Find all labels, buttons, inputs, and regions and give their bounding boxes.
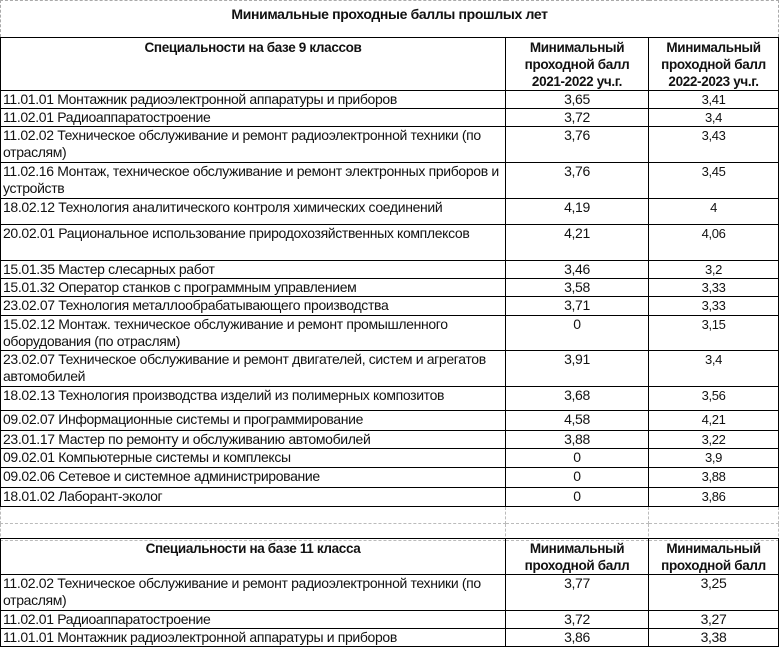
table-row <box>1 431 779 449</box>
score-cell-2: 4,21 <box>649 411 779 431</box>
table-row <box>1 611 779 629</box>
table-row <box>1 468 779 488</box>
score-cell-2: 3,27 <box>649 611 779 629</box>
score-cell-2: 3,33 <box>649 297 779 316</box>
empty-cell <box>649 507 779 524</box>
score-cell-1: 4,19 <box>506 199 649 225</box>
score-cell-1: 3,88 <box>506 431 649 449</box>
table-row <box>1 449 779 468</box>
specialty-cell: 11.02.02 Техническое обслуживание и ремонт радиоэлектронной техники (по отраслям) <box>1 127 506 163</box>
specialty-cell: 09.02.01 Компьютерные системы и комплексы <box>1 449 506 468</box>
specialty-cell: 15.02.12 Монтаж. техническое обслуживание и ремонт промышленного оборудования (по отраслям) <box>1 316 506 351</box>
score-cell-1: 0 <box>506 468 649 488</box>
specialty-cell: 11.02.01 Радиоаппаратостроение <box>1 611 506 629</box>
header-row <box>1 38 779 91</box>
score-cell-2: 3,45 <box>649 163 779 199</box>
score-cell-1: 0 <box>506 449 649 468</box>
table-row <box>1 109 779 127</box>
table-row <box>1 225 779 261</box>
specialty-cell: 20.02.01 Рациональное использование природохозяйственных комплексов <box>1 225 506 261</box>
score-cell-1: 3,68 <box>506 387 649 411</box>
table-row <box>1 316 779 351</box>
specialty-cell: 11.01.01 Монтажник радиоэлектронной аппаратуры и приборов <box>1 629 506 647</box>
specialty-cell: 11.02.16 Монтаж, техническое обслуживание и ремонт электронных приборов и устройств <box>1 163 506 199</box>
specialty-cell: 11.02.02 Техническое обслуживание и ремонт радиоэлектронной техники (по отраслям) <box>1 575 506 611</box>
table-row <box>1 575 779 611</box>
score-cell-1: 3,72 <box>506 109 649 127</box>
specialty-cell: 09.02.06 Сетевое и системное администрирование <box>1 468 506 488</box>
specialty-cell: 23.01.17 Мастер по ремонту и обслуживанию автомобилей <box>1 431 506 449</box>
score-cell-1: 4,58 <box>506 411 649 431</box>
table-row <box>1 91 779 109</box>
specialty-cell: 18.02.13 Технология производства изделий из полимерных композитов <box>1 387 506 411</box>
score-cell-1: 3,71 <box>506 297 649 316</box>
score-cell-2: 3,2 <box>649 261 779 279</box>
table-row <box>1 629 779 647</box>
title-row <box>1 1 779 38</box>
specialty-cell: 15.01.32 Оператор станков с программным управлением <box>1 279 506 297</box>
table-row <box>1 351 779 387</box>
score-cell-1: 3,76 <box>506 163 649 199</box>
header-score-2: Минимальный проходной балл <box>649 539 779 575</box>
specialty-cell: 15.01.35 Мастер слесарных работ <box>1 261 506 279</box>
page-title: Минимальные проходные баллы прошлых лет <box>1 1 779 38</box>
score-cell-1: 0 <box>506 488 649 507</box>
header-row <box>1 539 779 575</box>
specialty-cell: 11.01.01 Монтажник радиоэлектронной аппаратуры и приборов <box>1 91 506 109</box>
table-row <box>1 199 779 225</box>
score-cell-1: 3,58 <box>506 279 649 297</box>
table-row <box>1 488 779 507</box>
score-cell-2: 3,43 <box>649 127 779 163</box>
score-cell-2: 3,33 <box>649 279 779 297</box>
score-cell-2: 4 <box>649 199 779 225</box>
specialty-cell: 18.02.12 Технология аналитического контроля химических соединений <box>1 199 506 225</box>
score-cell-1: 3,76 <box>506 127 649 163</box>
header-score-1: Минимальный проходной балл <box>506 539 649 575</box>
specialty-cell: 23.02.07 Техническое обслуживание и ремонт двигателей, систем и агрегатов автомобилей <box>1 351 506 387</box>
score-cell-1: 3,86 <box>506 629 649 647</box>
table-row <box>1 127 779 163</box>
specialty-cell: 11.02.01 Радиоаппаратостроение <box>1 109 506 127</box>
empty-row <box>1 507 779 524</box>
score-cell-1: 3,91 <box>506 351 649 387</box>
header-specialty: Специальности на базе 11 класса <box>1 539 506 575</box>
score-cell-2: 3,41 <box>649 91 779 109</box>
table-row <box>1 411 779 431</box>
specialty-cell: 23.02.07 Технология металлообрабатывающего производства <box>1 297 506 316</box>
empty-cell <box>1 507 506 524</box>
header-score-2021: Минимальный проходной балл 2021-2022 уч.г. <box>506 38 649 91</box>
header-score-2022: Минимальный проходной балл 2022-2023 уч.г. <box>649 38 779 91</box>
table-row <box>1 279 779 297</box>
scores-table-11 <box>0 538 779 647</box>
score-cell-1: 3,46 <box>506 261 649 279</box>
score-cell-2: 3,9 <box>649 449 779 468</box>
score-cell-2: 3,38 <box>649 629 779 647</box>
table-row <box>1 163 779 199</box>
score-cell-2: 3,25 <box>649 575 779 611</box>
score-cell-1: 3,72 <box>506 611 649 629</box>
table-row <box>1 297 779 316</box>
table-row <box>1 387 779 411</box>
score-cell-2: 3,22 <box>649 431 779 449</box>
empty-cell <box>506 507 649 524</box>
score-cell-2: 3,88 <box>649 468 779 488</box>
specialty-cell: 09.02.07 Информационные системы и программирование <box>1 411 506 431</box>
score-cell-1: 3,77 <box>506 575 649 611</box>
score-cell-2: 3,15 <box>649 316 779 351</box>
score-cell-2: 3,56 <box>649 387 779 411</box>
score-cell-2: 3,4 <box>649 109 779 127</box>
score-cell-1: 3,65 <box>506 91 649 109</box>
specialty-cell: 18.01.02 Лаборант-эколог <box>1 488 506 507</box>
score-cell-2: 4,06 <box>649 225 779 261</box>
score-cell-1: 4,21 <box>506 225 649 261</box>
header-specialty: Специальности на базе 9 классов <box>1 38 506 91</box>
score-cell-2: 3,4 <box>649 351 779 387</box>
table-row <box>1 261 779 279</box>
score-cell-1: 0 <box>506 316 649 351</box>
score-cell-2: 3,86 <box>649 488 779 507</box>
